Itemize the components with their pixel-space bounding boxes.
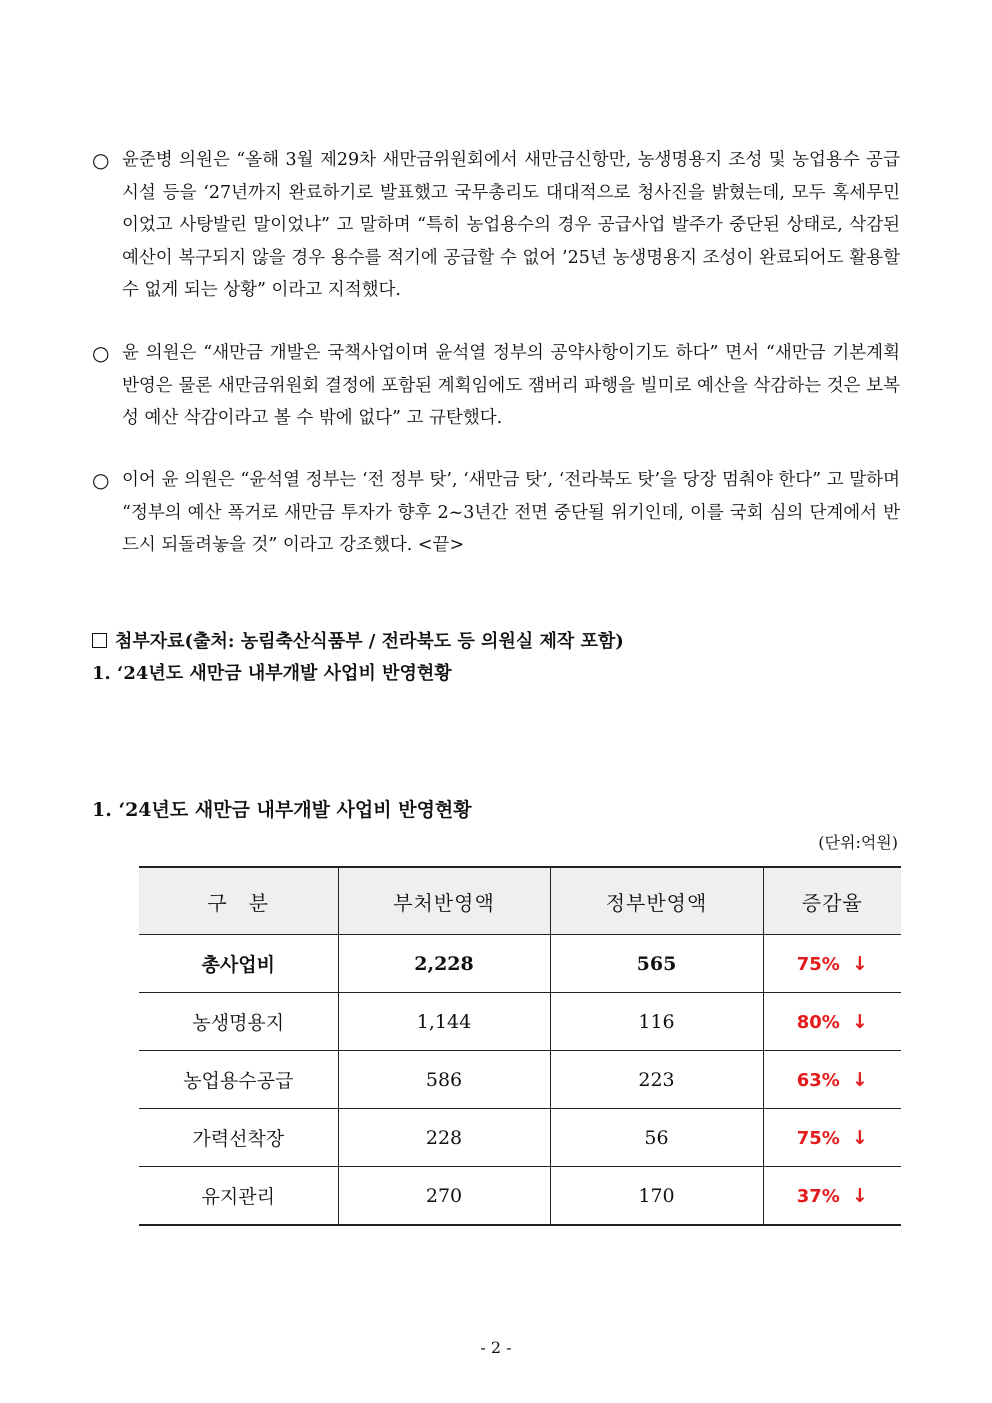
rate-cell xyxy=(763,935,901,993)
circle-bullet-icon: ○ xyxy=(92,341,110,365)
gov-value: 223 xyxy=(550,1051,763,1109)
table-row xyxy=(139,935,901,993)
dept-value: 1,144 xyxy=(338,993,550,1051)
header-gov-amount: 정부반영액 xyxy=(550,867,763,935)
down-arrow-icon: ↓ xyxy=(851,1126,868,1149)
row-name: 총사업비 xyxy=(139,935,338,993)
gov-value: 56 xyxy=(550,1109,763,1167)
paragraph-3 xyxy=(92,464,900,562)
dept-value: 270 xyxy=(338,1167,550,1226)
dept-value: 2,228 xyxy=(338,935,550,993)
table-row xyxy=(139,1167,901,1226)
square-bullet-icon xyxy=(92,633,107,648)
circle-bullet-icon: ○ xyxy=(92,148,110,172)
row-name: 농생명용지 xyxy=(139,993,338,1051)
gov-value: 565 xyxy=(550,935,763,993)
rate-value: 80% xyxy=(796,1011,840,1033)
rate-cell xyxy=(763,1109,901,1167)
circle-bullet-icon: ○ xyxy=(92,468,110,492)
down-arrow-icon: ↓ xyxy=(851,1010,868,1033)
table-row xyxy=(139,993,901,1051)
unit-label: (단위:억원) xyxy=(818,833,898,852)
rate-cell xyxy=(763,1167,901,1226)
down-arrow-icon: ↓ xyxy=(851,1068,868,1091)
down-arrow-icon: ↓ xyxy=(851,952,868,975)
rate-value: 75% xyxy=(796,953,840,975)
page-number: - 2 - xyxy=(480,1338,512,1357)
row-name: 농업용수공급 xyxy=(139,1051,338,1109)
attachment-item-1: 1. ‘24년도 새만금 내부개발 사업비 반영현황 xyxy=(92,663,452,684)
paragraph-2 xyxy=(92,337,900,435)
table-row xyxy=(139,1109,901,1167)
rate-value: 63% xyxy=(796,1069,840,1091)
down-arrow-icon: ↓ xyxy=(851,1184,868,1207)
table-row xyxy=(139,1051,901,1109)
dept-value: 228 xyxy=(338,1109,550,1167)
row-name: 가력선착장 xyxy=(139,1109,338,1167)
rate-value: 75% xyxy=(796,1127,840,1149)
header-category: 구 분 xyxy=(139,867,338,935)
paragraph-text: 이어 윤 의원은 “윤석열 정부는 ‘전 정부 탓’, ‘새만금 탓’, ‘전라북도 탓’을 당장 멈춰야 한다” 고 말하며 “정부의 예산 폭거로 새만금 투자가 향후 2~3년간 전면 중단될 위기인데, 이를 국회 심의 단계에서 반드시 되돌려놓을 것” 이라고 강조했다. <끝> xyxy=(122,470,900,555)
header-change-rate: 증감율 xyxy=(763,867,901,935)
paragraph-text: 윤 의원은 “새만금 개발은 국책사업이며 윤석열 정부의 공약사항이기도 하다” 면서 “새만금 기본계획 반영은 물론 새만금위원회 결정에 포함된 계획임에도 잼버리 파행을 빌미로 예산을 삭감하는 것은 보복성 예산 삭감이라고 볼 수 밖에 없다” 고 규탄했다. xyxy=(122,343,900,428)
dept-value: 586 xyxy=(338,1051,550,1109)
gov-value: 116 xyxy=(550,993,763,1051)
gov-value: 170 xyxy=(550,1167,763,1226)
table-heading: 1. ‘24년도 새만금 내부개발 사업비 반영현황 xyxy=(92,799,472,821)
rate-value: 37% xyxy=(796,1185,840,1207)
table-header-row xyxy=(139,867,901,935)
rate-cell xyxy=(763,993,901,1051)
attachment-title xyxy=(92,627,624,653)
paragraph-text: 윤준병 의원은 “올해 3월 제29차 새만금위원회에서 새만금신항만, 농생명용지 조성 및 농업용수 공급시설 등을 ‘27년까지 완료하기로 발표했고 국무총리도 대대적으로 청사진을 밝혔는데, 모두 혹세무민이었고 사탕발린 말이었냐” 고 말하며 “특히 농업용수의 경우 공급사업 발주가 중단된 상태로, 삭감된 예산이 복구되지 않을 경우 용수를 적기에 공급할 수 없어 ’25년 농생명용지 조성이 완료되어도 활용할 수 없게 되는 상황” 이라고 지적했다. xyxy=(122,150,900,300)
budget-table xyxy=(139,866,901,1226)
attachment-title-text: 첨부자료(출처: 농림축산식품부 / 전라북도 등 의원실 제작 포함) xyxy=(115,631,624,652)
rate-cell xyxy=(763,1051,901,1109)
row-name: 유지관리 xyxy=(139,1167,338,1226)
paragraph-1 xyxy=(92,144,900,307)
header-dept-amount: 부처반영액 xyxy=(338,867,550,935)
